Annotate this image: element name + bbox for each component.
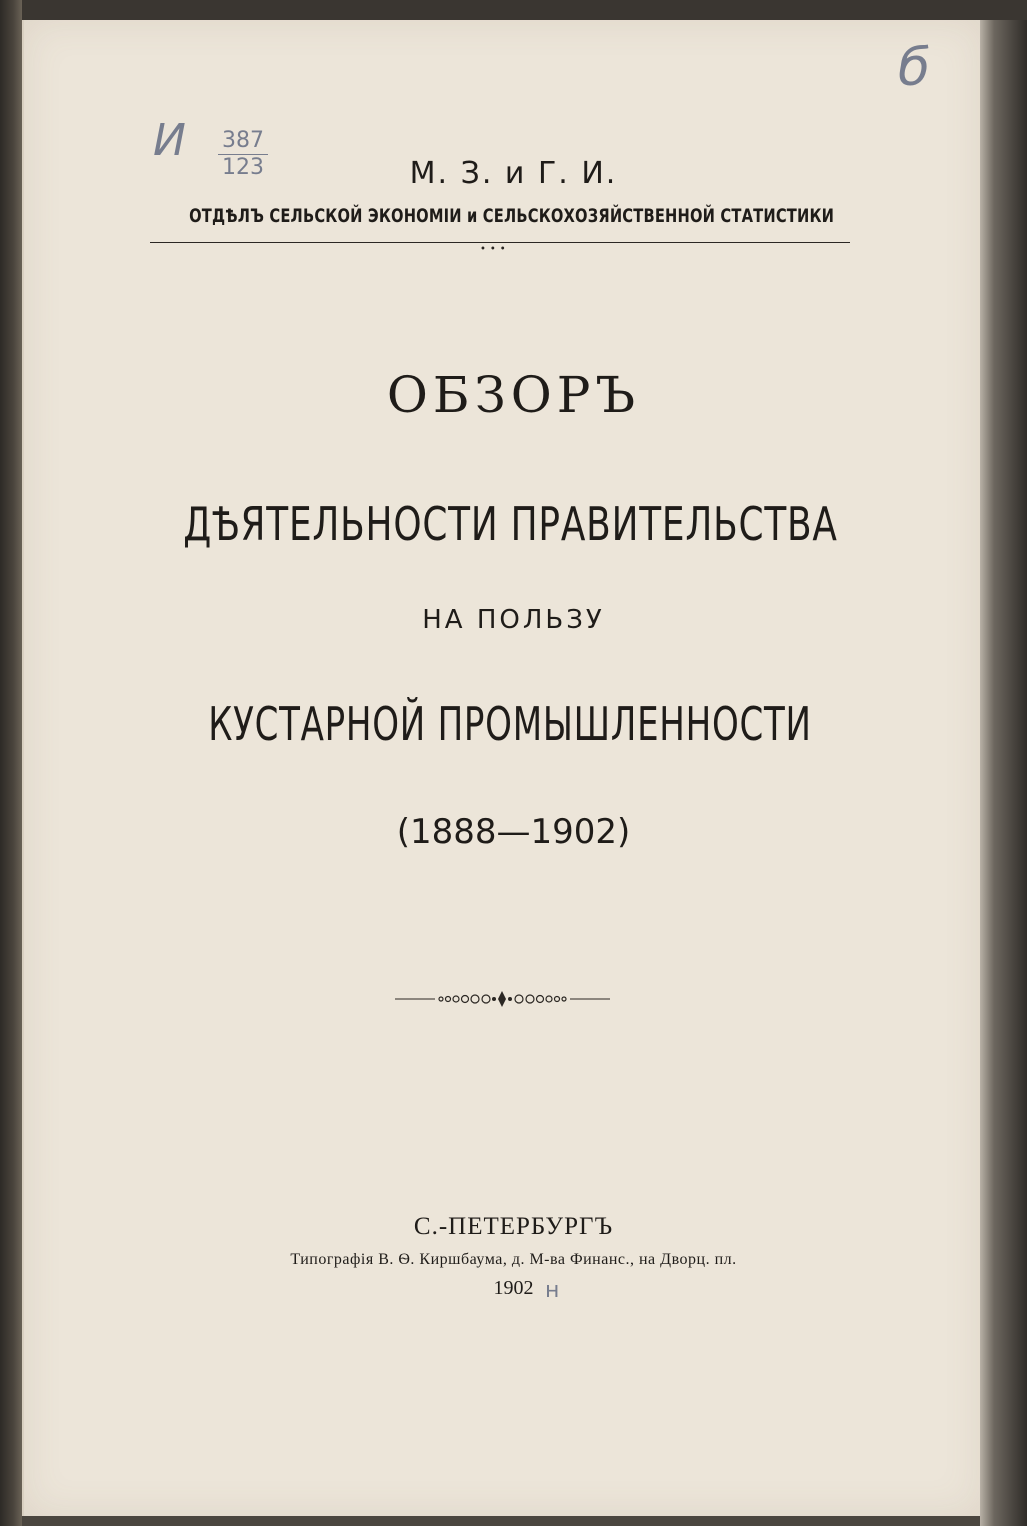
ornament-divider	[395, 988, 610, 1010]
subtitle-line-2: НА ПОЛЬЗУ	[422, 605, 605, 635]
subtitle-line-1: ДѢЯТЕЛЬНОСТИ ПРАВИТЕЛЬСТВА	[183, 497, 838, 551]
main-title: ОБЗОРЪ	[386, 366, 641, 424]
page-edge-bottom	[22, 1516, 980, 1526]
imprint-city: С.-ПЕТЕРБУРГЪ	[413, 1213, 614, 1240]
department-name: ОТДѢЛЪ СЕЛЬСКОЙ ЭКОНОМІИ и СЕЛЬСКОХОЗЯЙСТВЕННОЙ СТАТИСТИКИ	[189, 205, 835, 227]
page-edge	[980, 20, 1027, 1526]
header-divider	[150, 242, 850, 243]
divider-dots: •••	[480, 244, 510, 255]
year-range: (1888—1902)	[396, 812, 631, 852]
organization-abbrev: М. З. и Г. И.	[409, 156, 618, 191]
shelfmark-bottom: 123	[222, 155, 264, 180]
subtitle-line-3: КУСТАРНОЙ ПРОМЫШЛЕННОСТИ	[208, 697, 812, 751]
handwritten-corner-mark: б	[898, 38, 931, 98]
imprint-printer: Типографія В. Ѳ. Киршбаума, д. М-ва Финанс., на Дворц. пл.	[290, 1251, 737, 1268]
handwritten-shelfmark-letter: И	[153, 115, 186, 166]
imprint-year: 1902	[493, 1277, 534, 1299]
shelfmark-top: 387	[218, 128, 268, 155]
handwritten-mark-n: н	[545, 1278, 560, 1303]
